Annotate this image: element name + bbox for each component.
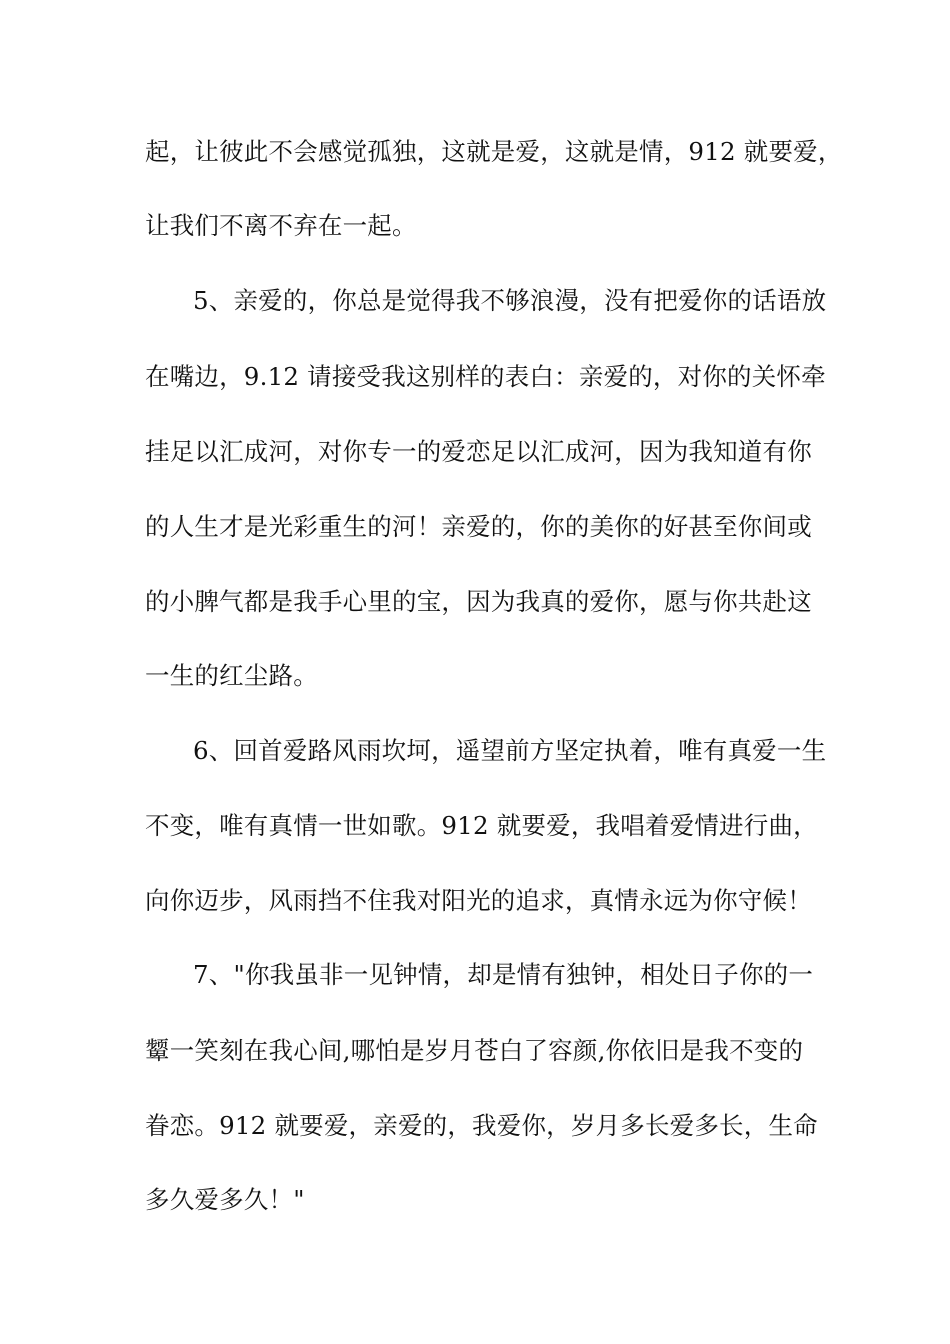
text-line: 颦一笑刻在我心间,哪怕是岁月苍白了容颜,你依旧是我不变的 <box>145 1036 804 1065</box>
text-line: 眷恋。912 就要爱，亲爱的，我爱你，岁月多长爱多长，生命 <box>145 1111 818 1140</box>
text-line: 让我们不离不弃在一起。 <box>145 211 417 240</box>
paragraph-6-start: 6、回首爱路风雨坎坷，遥望前方坚定执着，唯有真爱一生 <box>193 736 827 765</box>
paragraph-7-start: 7、"你我虽非一见钟情，却是情有独钟，相处日子你的一 <box>193 960 814 989</box>
text-line: 在嘴边，9.12 请接受我这别样的表白：亲爱的，对你的关怀牵 <box>145 362 826 391</box>
text-line: 挂足以汇成河，对你专一的爱恋足以汇成河，因为我知道有你 <box>145 437 812 466</box>
text-line: 多久爱多久！" <box>145 1185 305 1214</box>
text-line: 不变，唯有真情一世如歌。912 就要爱，我唱着爱情进行曲， <box>145 811 818 840</box>
paragraph-5-start: 5、亲爱的，你总是觉得我不够浪漫，没有把爱你的话语放 <box>193 286 827 315</box>
text-line: 向你迈步，风雨挡不住我对阳光的追求，真情永远为你守候！ <box>145 886 812 915</box>
text-line: 的人生才是光彩重生的河！亲爱的，你的美你的好甚至你间或 <box>145 512 812 541</box>
text-line: 起，让彼此不会感觉孤独，这就是爱，这就是情，912 就要爱， <box>145 137 843 166</box>
text-line: 的小脾气都是我手心里的宝，因为我真的爱你，愿与你共赴这 <box>145 587 812 616</box>
text-line: 一生的红尘路。 <box>145 661 318 690</box>
